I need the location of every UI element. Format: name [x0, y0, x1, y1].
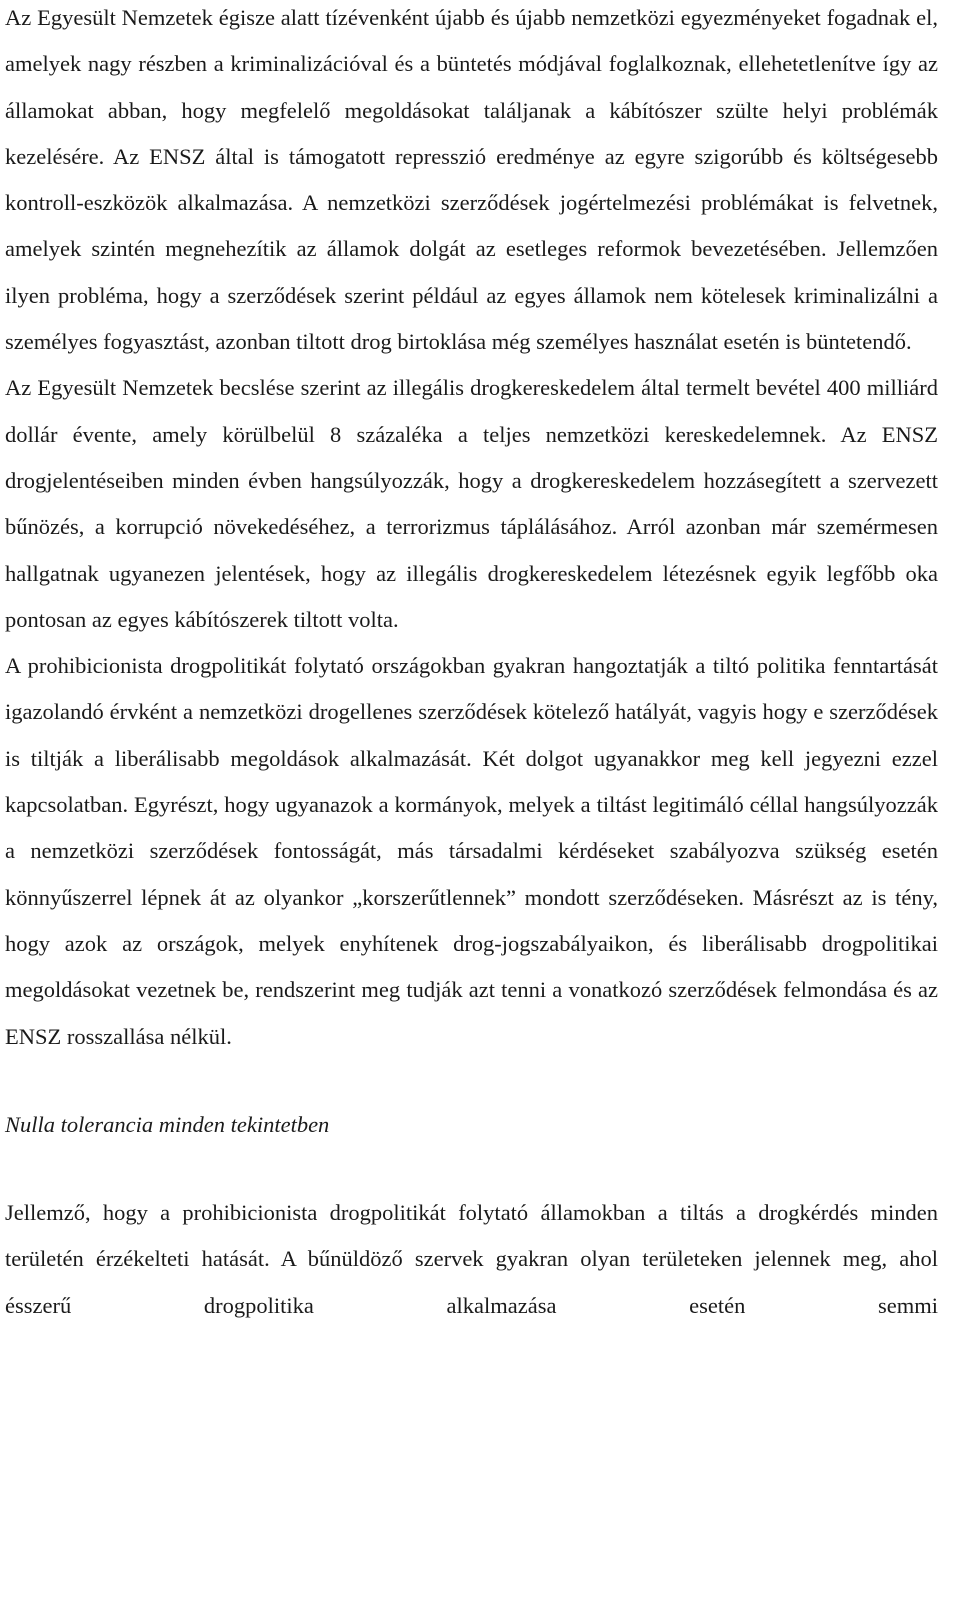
body-paragraph-2: Az Egyesült Nemzetek becslése szerint az illegális drogkereskedelem által termelt bevétel 400 milliárd dollár évente, amely körülbelül 8 százaléka a teljes nemzetközi kereskedelemnek. Az ENSZ drogjelentéseiben minden évben hangsúlyozzák, hogy a drogkereskedelem hozzásegített a szervezett bűnözés, a korrupció növekedéséhez, a terrorizmus táplálásához. Arról azonban már szemérmesen hallgatnak ugyanezen jelentések, hogy az illegális drogkereskedelem létezésnek egyik legfőbb oka pontosan az egyes kábítószerek tiltott volta.: [5, 375, 938, 632]
section-heading: Nulla tolerancia minden tekintetben: [5, 1111, 330, 1137]
section-paragraph: Jellemző, hogy a prohibicionista drogpolitikát folytató államokban a tiltás a drogkérdés minden területén érzékelteti hatását. A bűnüldöző szervek gyakran olyan területeken jelennek meg, ahol ésszerű drogpolitika alkalmazása esetén semmi: [5, 1200, 938, 1318]
body-paragraph-1: Az Egyesült Nemzetek égisze alatt tízévenként újabb és újabb nemzetközi egyezményeket fogadnak el, amelyek nagy részben a kriminalizációval és a büntetés módjával foglalkoznak, ellehetetlenítve így az államokat abban, hogy megfelelő megoldásokat találjanak a kábítószer szülte helyi problémák kezelésére. Az ENSZ által is támogatott represszió eredménye az egyre szigorúbb és költségesebb kontroll-eszközök alkalmazása. A nemzetközi szerződések jogértelmezési problémákat is felvetnek, amelyek szintén megnehezítik az államok dolgát az esetleges reformok bevezetésében. Jellemzően ilyen probléma, hogy a szerződések szerint például az egyes államok nem kötelesek kriminalizálni a személyes fogyasztást, azonban tiltott drog birtoklása még személyes használat esetén is büntetendő.: [5, 5, 938, 355]
body-paragraph-3: A prohibicionista drogpolitikát folytató országokban gyakran hangoztatják a tiltó politika fenntartását igazolandó érvként a nemzetközi drogellenes szerződések kötelező hatályát, vagyis hogy e szerződések is tiltják a liberálisabb megoldások alkalmazását. Két dolgot ugyanakkor meg kell jegyezni ezzel kapcsolatban. Egyrészt, hogy ugyanazok a kormányok, melyek a tiltást legitimáló céllal hangsúlyozzák a nemzetközi szerződések fontosságát, más társadalmi kérdéseket szabályozva szükség esetén könnyűszerrel lépnek át az olyankor „korszerűtlennek” mondott szerződéseken. Másrészt az is tény, hogy azok az országok, melyek enyhítenek drog-jogszabályaikon, és liberálisabb drogpolitikai megoldásokat vezetnek be, rendszerint meg tudják azt tenni a vonatkozó szerződések felmondása és az ENSZ rosszallása nélkül.: [5, 653, 938, 1049]
